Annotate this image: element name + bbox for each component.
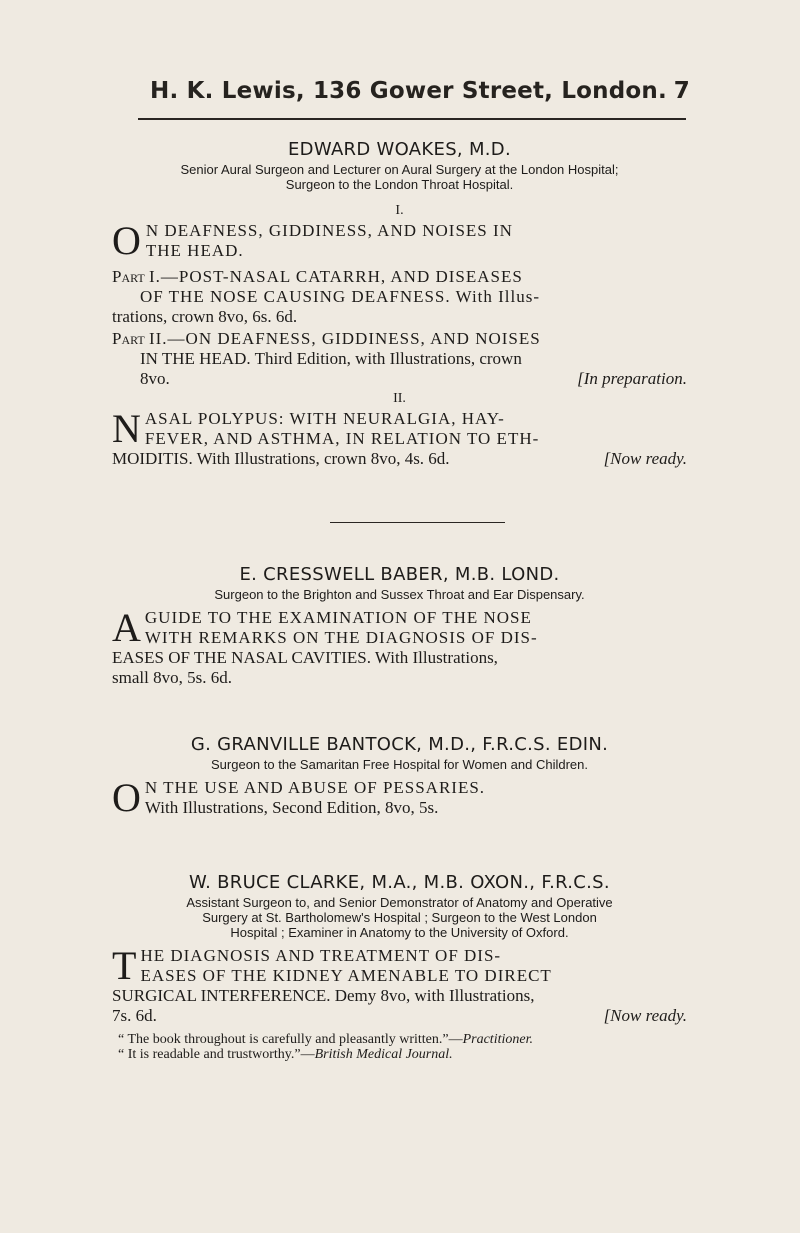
part-text: I.—POST-NASAL CATARRH, AND DISEASES [148,267,523,286]
status-note: [Now ready. [603,1006,687,1025]
title-line: With Illustrations, Second Edition, 8vo, 5s. [144,798,439,817]
header-rule [138,118,686,120]
drop-cap: A [112,605,141,650]
entry-clarke [112,873,687,1062]
drop-cap: T [112,943,137,988]
author-credentials [112,895,687,940]
work-part [112,267,687,327]
entry-bantock [112,735,687,818]
review-quotes [112,1032,687,1062]
review-quote [112,1047,687,1062]
part-text: 8vo. [140,369,170,388]
part-text: trations, crown 8vo, 6s. 6d. [112,307,298,326]
credential-line: Senior Aural Surgeon and Lecturer on Aural Surgery at the London Hospital; [180,162,619,177]
title-line: ASAL POLYPUS: WITH NEURALGIA, HAY- [144,409,505,428]
author-name: E. CRESSWELL BABER, M.B. LOND. [239,564,560,585]
title-line: FEVER, AND ASTHMA, IN RELATION TO ETH- [144,429,540,448]
quote-source: Practitioner. [462,1032,533,1047]
title-line: THE HEAD. [145,241,244,260]
drop-cap: N [112,406,141,451]
running-head [150,78,690,104]
review-quote [112,1032,687,1047]
page-number: 7 [673,78,690,104]
title-line: MOIDITIS. With Illustrations, crown 8vo, 4s. 6d. [112,449,450,468]
title-line: GUIDE TO THE EXAMINATION OF THE NOSE [144,608,532,627]
work-title [112,943,687,1026]
author-credentials: Surgeon to the Brighton and Sussex Throat and Ear Dispensary. [214,587,585,602]
status-note: [In preparation. [577,369,687,388]
running-title: H. K. Lewis, 136 Gower Street, London. [150,78,667,104]
title-line: 7s. 6d. [112,1006,157,1025]
author-credentials: Surgeon to the Samaritan Free Hospital for Women and Children. [211,757,588,772]
title-line: EASES OF THE NASAL CAVITIES. With Illustrations, [112,648,498,667]
title-line: N DEAFNESS, GIDDINESS, AND NOISES IN [145,221,513,240]
work-title [112,775,687,820]
author-name: G. GRANVILLE BANTOCK, M.D., F.R.C.S. EDIN. [190,734,609,755]
author-name: W. BRUCE CLARKE, M.A., M.B. OXON., F.R.C.S. [189,872,610,893]
credential-line: Surgery at St. Bartholomew's Hospital ; Surgeon to the West London [202,910,597,925]
quote-source: British Medical Journal. [314,1047,453,1062]
part-text: II.—ON DEAFNESS, GIDDINESS, AND NOISES [148,329,541,348]
status-note: [Now ready. [603,449,687,468]
credential-line: Assistant Surgeon to, and Senior Demonstrator of Anatomy and Operative [186,895,613,910]
work-part [112,329,687,389]
title-line: HE DIAGNOSIS AND TREATMENT OF DIS- [140,946,502,965]
title-line: WITH REMARKS ON THE DIAGNOSIS OF DIS- [144,628,538,647]
work-numeral: II. [393,391,406,406]
part-text: OF THE NOSE CAUSING DEAFNESS. With Illus- [140,287,541,306]
title-line: small 8vo, 5s. 6d. [112,668,232,687]
credential-line: Surgeon to the London Throat Hospital. [285,177,514,192]
credential-line: Hospital ; Examiner in Anatomy to the University of Oxford. [230,925,569,940]
entry-baber [112,565,687,688]
title-line: EASES OF THE KIDNEY AMENABLE TO DIRECT [140,966,552,985]
quote-text: “ It is readable and trustworthy.”— [118,1047,315,1062]
part-label: Part [112,267,145,286]
entry-woakes [112,140,687,469]
title-line: SURGICAL INTERFERENCE. Demy 8vo, with Illustrations, [112,986,535,1005]
part-label: Part [112,329,145,348]
drop-cap: O [112,218,142,263]
section-divider [330,522,505,523]
work-title [112,406,687,469]
work-numeral: I. [395,203,404,218]
work-title [112,605,687,688]
part-text: IN THE HEAD. Third Edition, with Illustrations, crown [140,349,522,368]
author-credentials [112,162,687,192]
work-title [112,218,687,263]
drop-cap: O [112,775,141,820]
quote-text: “ The book throughout is carefully and pleasantly written.”— [118,1032,463,1047]
author-name: EDWARD WOAKES, M.D. [288,139,511,160]
title-line: N THE USE AND ABUSE OF PESSARIES. [144,778,486,797]
